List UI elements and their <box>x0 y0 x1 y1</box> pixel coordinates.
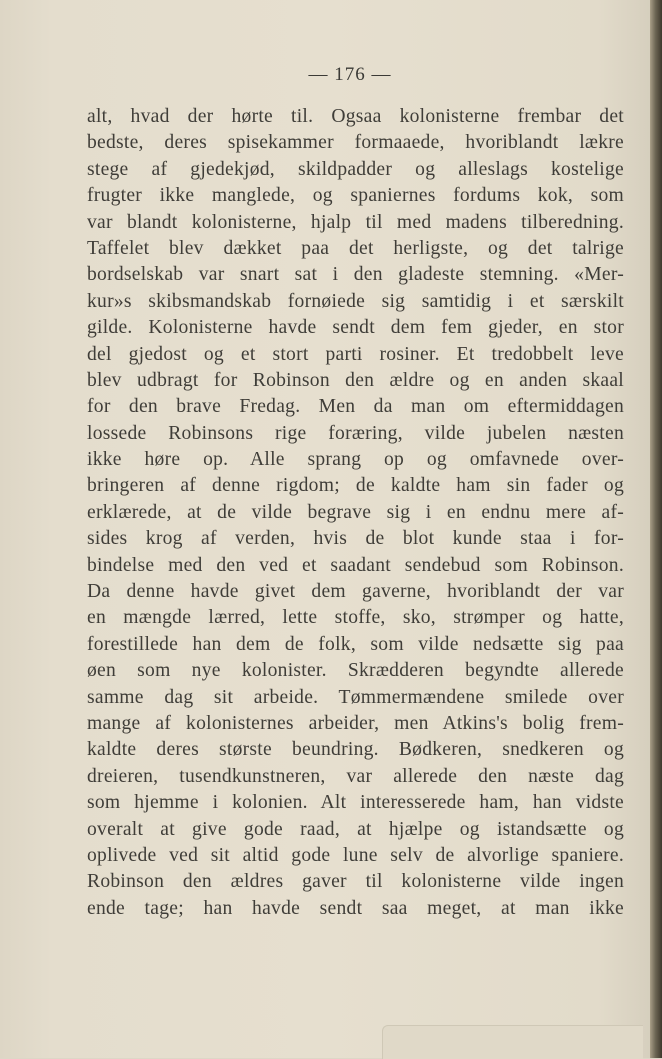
text-line: ikke høre op. Alle sprang op og omfavnede over- <box>87 449 624 471</box>
text-line: erklærede, at de vilde begrave sig i en endnu mere af- <box>87 501 624 523</box>
text-line: lossede Robinsons rige foræring, vilde jubelen næsten <box>87 422 624 444</box>
text-line: kaldte deres største beundring. Bødkeren, snedkeren og <box>87 739 624 761</box>
text-line: Da denne havde givet dem gaverne, hvoriblandt der var <box>87 581 624 603</box>
page-number: — 176 — <box>308 64 392 85</box>
text-line: mange af kolonisternes arbeider, men Atkins's bolig frem- <box>87 712 624 734</box>
text-line: stege af gjedekjød, skildpadder og alleslags kostelige <box>87 158 624 180</box>
text-line: alt, hvad der hørte til. Ogsaa kolonisterne frembar det <box>87 106 624 127</box>
text-line: gilde. Kolonisterne havde sendt dem fem gjeder, en stor <box>87 317 624 339</box>
text-line: oplivede ved sit altid gode lune selv de alvorlige spaniere. <box>87 844 624 866</box>
text-line: bindelse med den ved et saadant sendebud som Robinson. <box>87 554 624 576</box>
text-line: blev udbragt for Robinson den ældre og en anden skaal <box>87 369 624 391</box>
text-line: overalt at give gode raad, at hjælpe og istandsætte og <box>87 818 624 840</box>
text-line: bedste, deres spisekammer formaaede, hvoriblandt lækre <box>87 132 624 154</box>
page-edge-shadow <box>650 0 662 1058</box>
text-line: Robinson den ældres gaver til kolonisterne vilde ingen <box>87 871 624 893</box>
text-line: var blandt kolonisterne, hjalp til med madens tilberedning. <box>87 211 624 233</box>
text-line: frugter ikke manglede, og spaniernes fordums kok, som <box>87 185 624 207</box>
text-line: som hjemme i kolonien. Alt interesserede ham, han vidste <box>87 792 624 814</box>
text-line: for den brave Fredag. Men da man om eftermiddagen <box>87 396 624 418</box>
text-line: sides krog af verden, hvis de blot kunde staa i for- <box>87 528 624 550</box>
text-line: kur»s skibsmandskab fornøiede sig samtidig i et særskilt <box>87 290 624 312</box>
text-line: dreieren, tusendkunstneren, var allerede den næste dag <box>87 765 624 787</box>
text-line: Taffelet blev dækket paa det herligste, og det talrige <box>87 237 624 259</box>
text-line: ende tage; han havde sendt saa meget, at man ikke <box>87 897 624 919</box>
body-text <box>87 104 624 922</box>
text-line: samme dag sit arbeide. Tømmermændene smilede over <box>87 686 624 708</box>
page-crease <box>382 1025 643 1059</box>
text-line: del gjedost og et stort parti rosiner. Et tredobbelt leve <box>87 343 624 365</box>
text-line: en mængde lærred, lette stoffe, sko, strømper og hatte, <box>87 607 624 629</box>
text-line: forestillede han dem de folk, som vilde nedsætte sig paa <box>87 633 624 655</box>
text-line: bringeren af denne rigdom; de kaldte ham sin fader og <box>87 475 624 497</box>
text-line: øen som nye kolonister. Skrædderen begyndte allerede <box>87 660 624 682</box>
text-line: bordselskab var snart sat i den gladeste stemning. «Mer- <box>87 264 624 286</box>
